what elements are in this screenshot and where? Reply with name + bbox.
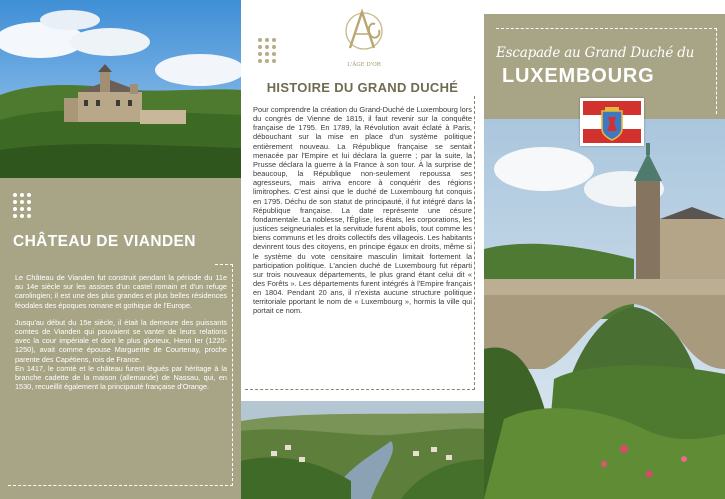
logo-text: L'ÂGE D'OR <box>347 62 381 68</box>
lion-coat-of-arms-icon <box>583 101 641 143</box>
vianden-castle-photo <box>0 0 241 178</box>
vianden-paragraph: Jusqu'au début du 15e siècle, il était la demeure des puissants comtes de Vianden qui pouvaient se vanter de leurs relations avec la cour impériale et dont le plus glorieux, Henri Ier (1220-1250), avait comme épouse Marguerite de Courtenay, proche parente des Capétiens, rois de France. <box>15 317 227 364</box>
luxembourg-flag <box>580 98 644 146</box>
age-dor-logo <box>339 6 389 70</box>
decorative-dots <box>258 38 276 63</box>
center-panel <box>241 0 484 499</box>
history-text: Pour comprendre la création du Grand-Duché de Luxembourg lors du congrès de Vienne de 1815, il faut revenir sur la conquête française de 1795. En 1789, la Révolution avait éclaté à Paris, débouchant sur la mise en place d'un système politique entièrement nouveau. La République française se sentait menacée par l'Empire et lui déclara la guerre ; par la suite, la Prusse déclara la guerre à la France à son tour. À la surprise de beaucoup, la République non-seulement repoussa ses agresseurs, mais arriva encore à conquérir des régions limitrophes. C'est ainsi que le duché de Luxembourg fut conquis en 1795. Déchu de son statut de principauté, il fut intégré dans la République française. La date représente une césure fondamentale. La noblesse, l'Église, les états, les corporations, les justices seigneuriales et la servitude furent abolis, tout comme les biens communs et les droits collectifs des villageois. Les habitants devinrent tous des citoyens, en principe égaux en droits, même si le système du vote censitaire masculin limitait fortement la participation politique. L'ancien duché de Luxembourg fut réparti sur trois nouveaux départements, le plus grand étant celui dit « des Forêts ». Les départements furent intégrés à l'Empire français en 1804. Pendant 20 ans, il n'exista aucune structure politique territoriale pportant le nom de « Luxembourg », hormis la ville qui portait ce nom. <box>253 105 472 316</box>
luxembourg-bridge-photo <box>484 119 725 499</box>
vianden-text <box>15 273 227 399</box>
logo-emblem-icon <box>339 6 389 70</box>
escapade-subtitle: Escapade au Grand Duché du <box>496 45 695 61</box>
valley-photo <box>241 401 484 499</box>
luxembourg-title: LUXEMBOURG <box>502 65 655 87</box>
left-panel <box>0 0 241 499</box>
vianden-paragraph: En 1417, le comté et le château furent légués par héritage à la branche cadette de la maison (allemande) de Nassau, qui, en 1530, recueillit également la principauté française d'Orange. <box>15 363 227 392</box>
history-heading: HISTOIRE DU GRAND DUCHÉ <box>266 80 459 95</box>
decorative-dots <box>13 193 31 218</box>
right-panel <box>484 0 725 499</box>
vianden-heading: CHÂTEAU DE VIANDEN <box>13 233 196 250</box>
vianden-paragraph: Le Château de Vianden fut construit pendant la période du 11e au 14e siècle sur les assises d'un castel romain et d'un refuge carolingien; il est une des plus grandes et plus belles résidences féodales des époques romane et gothique de l'Europe. <box>15 273 227 310</box>
